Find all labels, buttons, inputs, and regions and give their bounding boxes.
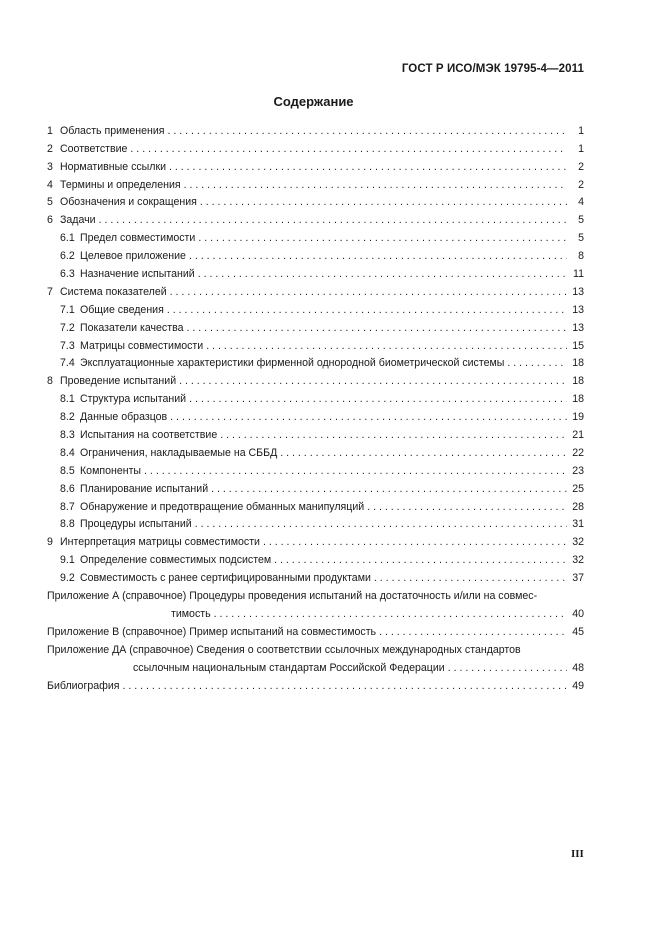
toc-entry-number: 9	[47, 536, 53, 549]
toc-entry-number: 9.2	[60, 572, 75, 585]
toc-leader-dots	[379, 626, 567, 638]
toc-entry-page: 13	[572, 285, 584, 298]
toc-entry-label: Показатели качества	[80, 321, 184, 334]
toc-entry[interactable]	[47, 119, 584, 137]
toc-entry[interactable]	[47, 387, 584, 405]
toc-entry[interactable]	[47, 459, 584, 477]
toc-entry-page: 1	[578, 142, 584, 155]
toc-leader-dots	[198, 232, 567, 244]
toc-entry-number: 6.2	[60, 250, 75, 263]
toc-entry[interactable]	[47, 334, 584, 352]
toc-leader-dots	[179, 375, 567, 387]
toc-entry-label: Процедуры испытаний	[80, 518, 192, 531]
toc-entry-page: 15	[572, 339, 584, 352]
toc-entry-page: 18	[572, 393, 584, 406]
toc-leader-dots	[186, 322, 567, 334]
toc-entry-number: 2	[47, 142, 53, 155]
toc-entry[interactable]	[47, 530, 584, 548]
toc-entry-page: 4	[578, 196, 584, 209]
toc-leader-dots	[170, 411, 567, 423]
toc-leader-dots	[280, 447, 567, 459]
toc-entry-page: 18	[572, 357, 584, 370]
document-code: ГОСТ Р ИСО/МЭК 19795-4—2011	[401, 63, 584, 75]
toc-entry-label: Ограничения, накладываемые на СББД	[80, 446, 278, 459]
toc-leader-dots	[167, 125, 567, 137]
toc-entry[interactable]	[47, 280, 584, 298]
toc-leader-dots	[195, 518, 567, 530]
toc-entry-number: 8	[47, 375, 53, 388]
toc-entry-page: 13	[572, 303, 584, 316]
toc-entry-label: Целевое приложение	[80, 250, 186, 263]
toc-entry[interactable]	[47, 548, 584, 566]
toc-leader-dots	[189, 393, 567, 405]
toc-leader-dots	[263, 536, 567, 548]
toc-entry-label: Приложение ДА (справочное) Сведения о соответствии ссылочных международных стандартов	[47, 643, 521, 656]
toc-entry[interactable]	[47, 262, 584, 280]
toc-entry-number: 8.5	[60, 464, 75, 477]
toc-entry-label: тимость	[171, 607, 211, 620]
toc-entry[interactable]	[47, 477, 584, 495]
toc-entry[interactable]	[47, 244, 584, 262]
toc-entry-page: 40	[572, 607, 584, 620]
toc-entry[interactable]	[47, 173, 584, 191]
toc-entry[interactable]	[47, 369, 584, 387]
toc-entry-number: 8.8	[60, 518, 75, 531]
toc-entry-page: 18	[572, 375, 584, 388]
toc-entry[interactable]	[47, 316, 584, 334]
toc-entry-number: 7.2	[60, 321, 75, 334]
toc-entry-page: 48	[572, 661, 584, 674]
toc-entry-label: Испытания на соответствие	[80, 429, 218, 442]
toc-leader-dots	[211, 483, 567, 495]
toc-leader-dots	[198, 268, 567, 280]
toc-entry-page: 31	[572, 518, 584, 531]
toc-leader-dots	[374, 572, 567, 584]
toc-leader-dots	[99, 214, 567, 226]
toc-leader-dots	[170, 286, 567, 298]
toc-entry-number: 6.1	[60, 232, 75, 245]
toc-entry-page: 1	[578, 124, 584, 137]
toc-entry-page: 2	[578, 160, 584, 173]
toc-entry-number: 8.3	[60, 429, 75, 442]
toc-entry-page: 49	[572, 679, 584, 692]
toc-entry-number: 7.4	[60, 357, 75, 370]
toc-entry-label: Приложение А (справочное) Процедуры проведения испытаний на достаточность и/или на совмес-	[47, 590, 538, 603]
toc-entry-appendix-b[interactable]	[47, 620, 584, 638]
toc-title: Содержание	[273, 94, 354, 109]
toc-entry-page: 13	[572, 321, 584, 334]
toc-leader-dots	[144, 465, 567, 477]
toc-entry-page: 11	[573, 268, 584, 281]
toc-entry-page: 37	[572, 572, 584, 585]
toc-entries	[47, 119, 584, 584]
toc-entry-appendix-da[interactable]	[47, 638, 584, 656]
toc-entry-label: Совместимость с ранее сертифицированными продуктами	[80, 572, 371, 585]
toc-entry-page: 23	[572, 464, 584, 477]
toc-entry-number: 7.3	[60, 339, 75, 352]
toc-entry[interactable]	[47, 423, 584, 441]
toc-entry-page: 45	[572, 625, 584, 638]
toc-entry-number: 3	[47, 160, 53, 173]
toc-entry-appendix-a-cont[interactable]	[47, 602, 584, 620]
toc-leader-dots	[200, 196, 567, 208]
toc-entry-number: 7.1	[60, 303, 75, 316]
toc-entry-label: Соответствие	[60, 142, 128, 155]
toc-entry-label: Задачи	[60, 214, 96, 227]
toc-entry-number: 5	[47, 196, 53, 209]
toc-entry-label: Проведение испытаний	[60, 375, 177, 388]
toc-entry-label: Общие сведения	[80, 303, 164, 316]
toc-entry-page: 21	[572, 429, 584, 442]
toc-entry-page: 28	[572, 500, 584, 513]
toc-entry[interactable]	[47, 208, 584, 226]
toc-entry-page: 32	[572, 554, 584, 567]
toc-leader-dots	[220, 429, 567, 441]
toc-leader-dots	[130, 143, 567, 155]
toc-entry-appendix-a[interactable]	[47, 584, 584, 602]
table-of-contents	[47, 119, 584, 692]
toc-entry[interactable]	[47, 226, 584, 244]
toc-entry[interactable]	[47, 566, 584, 584]
toc-entry[interactable]	[47, 405, 584, 423]
toc-entry[interactable]	[47, 298, 584, 316]
page-number: III	[571, 848, 584, 860]
toc-entry-label: Данные образцов	[80, 411, 168, 424]
toc-entry-label: Структура испытаний	[80, 393, 187, 406]
toc-entry-label: Нормативные ссылки	[60, 160, 167, 173]
toc-entry-number: 1	[47, 124, 53, 137]
toc-leader-dots	[448, 662, 567, 674]
toc-leader-dots	[169, 161, 567, 173]
toc-entry[interactable]	[47, 352, 584, 370]
toc-entry-label: Планирование испытаний	[80, 482, 209, 495]
toc-entry-number: 4	[47, 178, 53, 191]
toc-entry[interactable]	[47, 155, 584, 173]
toc-entry-page: 32	[572, 536, 584, 549]
toc-entry[interactable]	[47, 495, 584, 513]
toc-leader-dots	[189, 250, 567, 262]
toc-entry-label: Область применения	[60, 124, 165, 137]
toc-entry[interactable]	[47, 191, 584, 209]
toc-entry-label: Приложение В (справочное) Пример испытаний на совместимость	[47, 625, 377, 638]
toc-entry-number: 8.4	[60, 446, 75, 459]
toc-entry-label: Эксплуатационные характеристики фирменной однородной биометрической системы	[80, 357, 505, 370]
toc-entry-page: 19	[572, 411, 584, 424]
toc-entry-label: Определение совместимых подсистем	[80, 554, 272, 567]
toc-leader-dots	[274, 554, 567, 566]
toc-entry-page: 2	[578, 178, 584, 191]
toc-entry-number: 8.2	[60, 411, 75, 424]
toc-entry-number: 8.6	[60, 482, 75, 495]
toc-entry-label: Обнаружение и предотвращение обманных манипуляций	[80, 500, 365, 513]
toc-entry-label: Библиография	[47, 679, 120, 692]
toc-entry-page: 5	[578, 232, 584, 245]
toc-entry-label: ссылочным национальным стандартам Российской Федерации	[133, 661, 445, 674]
toc-entry-number: 6.3	[60, 268, 75, 281]
toc-entry-number: 8.1	[60, 393, 75, 406]
toc-entry-bibliography[interactable]	[47, 674, 584, 692]
toc-entry-number: 9.1	[60, 554, 75, 567]
toc-entry-number: 7	[47, 285, 53, 298]
toc-leader-dots	[214, 608, 567, 620]
toc-leader-dots	[507, 357, 567, 369]
toc-leader-dots	[167, 304, 567, 316]
toc-entry-label: Интерпретация матрицы совместимости	[60, 536, 260, 549]
toc-entry-label: Система показателей	[60, 285, 167, 298]
toc-entry-page: 25	[572, 482, 584, 495]
toc-entry-number: 6	[47, 214, 53, 227]
toc-entry-label: Назначение испытаний	[80, 268, 195, 281]
toc-entry[interactable]	[47, 137, 584, 155]
toc-entry-label: Матрицы совместимости	[80, 339, 204, 352]
toc-entry-label: Предел совместимости	[80, 232, 196, 245]
toc-entry-label: Термины и определения	[60, 178, 181, 191]
toc-entry-label: Обозначения и сокращения	[60, 196, 197, 209]
toc-entry-appendix-da-cont[interactable]	[47, 656, 584, 674]
toc-entry-page: 5	[578, 214, 584, 227]
toc-leader-dots	[122, 680, 567, 692]
toc-entry-number: 8.7	[60, 500, 75, 513]
toc-entry[interactable]	[47, 513, 584, 531]
toc-entry-page: 8	[578, 250, 584, 263]
toc-leader-dots	[184, 179, 567, 191]
toc-leader-dots	[206, 340, 567, 352]
toc-leader-dots	[367, 501, 567, 513]
toc-entry-label: Компоненты	[80, 464, 142, 477]
toc-entry-page: 22	[572, 446, 584, 459]
toc-entry[interactable]	[47, 441, 584, 459]
